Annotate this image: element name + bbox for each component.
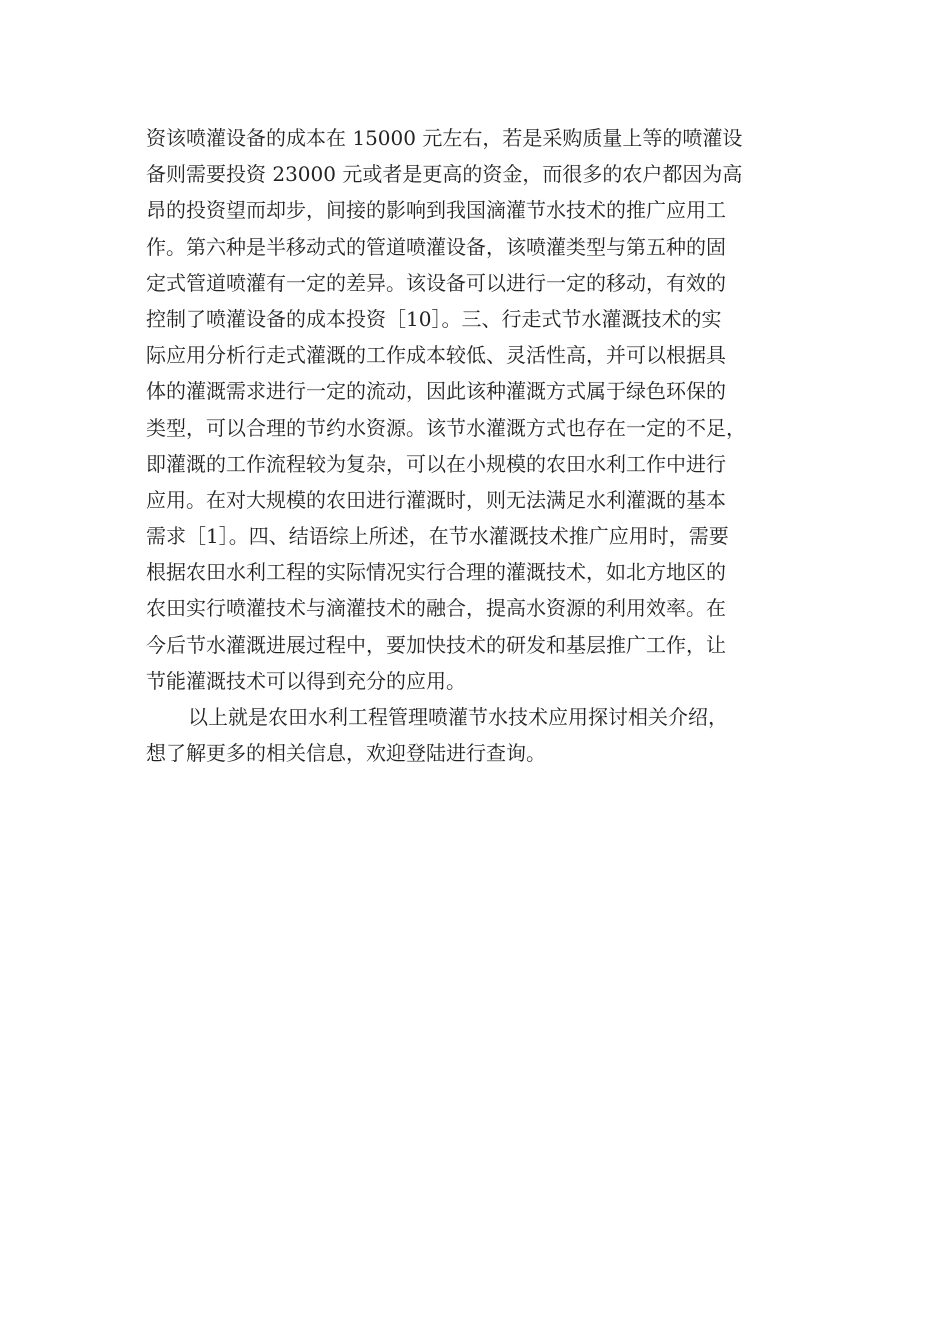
text-line: 作。第六种是半移动式的管道喷灌设备，该喷灌类型与第五种的固 — [146, 234, 726, 259]
text-line: 定式管道喷灌有一定的差异。该设备可以进行一定的移动，有效的 — [146, 270, 726, 295]
text-line: 以上就是农田水利工程管理喷灌节水技术应用探讨相关介绍， — [188, 705, 728, 729]
document-body — [146, 120, 826, 771]
text-line: 类型，可以合理的节约水资源。该节水灌溉方式也存在一定的不足， — [146, 415, 746, 440]
text-line: 际应用分析行走式灌溉的工作成本较低、灵活性高，并可以根据具 — [146, 343, 726, 368]
text-line: 资该喷灌设备的成本在 15000 元左右，若是采购质量上等的喷灌设 — [146, 126, 743, 150]
text-line: 即灌溉的工作流程较为复杂，可以在小规模的农田水利工作中进行 — [146, 451, 726, 476]
text-line: 控制了喷灌设备的成本投资［10］。三、行走式节水灌溉技术的实 — [146, 306, 722, 331]
text-line: 备则需要投资 23000 元或者是更高的资金，而很多的农户都因为高 — [146, 162, 743, 187]
text-line: 根据农田水利工程的实际情况实行合理的灌溉技术，如北方地区的 — [146, 560, 726, 585]
paragraph-main — [146, 120, 826, 699]
text-line: 农田实行喷灌技术与滴灌技术的融合，提高水资源的利用效率。在 — [146, 596, 726, 621]
text-line: 昂的投资望而却步，间接的影响到我国滴灌节水技术的推广应用工 — [146, 198, 726, 223]
text-line: 今后节水灌溉进展过程中，要加快技术的研发和基层推广工作，让 — [146, 632, 726, 657]
paragraph-closing — [146, 699, 826, 771]
text-line: 需求［1］。四、结语综上所述，在节水灌溉技术推广应用时，需要 — [146, 524, 729, 549]
text-line: 节能灌溉技术可以得到充分的应用。 — [146, 668, 466, 693]
text-line: 体的灌溉需求进行一定的流动，因此该种灌溉方式属于绿色环保的 — [146, 379, 726, 404]
text-line: 想了解更多的相关信息，欢迎登陆进行查询。 — [146, 741, 546, 766]
text-line: 应用。在对大规模的农田进行灌溉时，则无法满足水利灌溉的基本 — [146, 487, 726, 512]
